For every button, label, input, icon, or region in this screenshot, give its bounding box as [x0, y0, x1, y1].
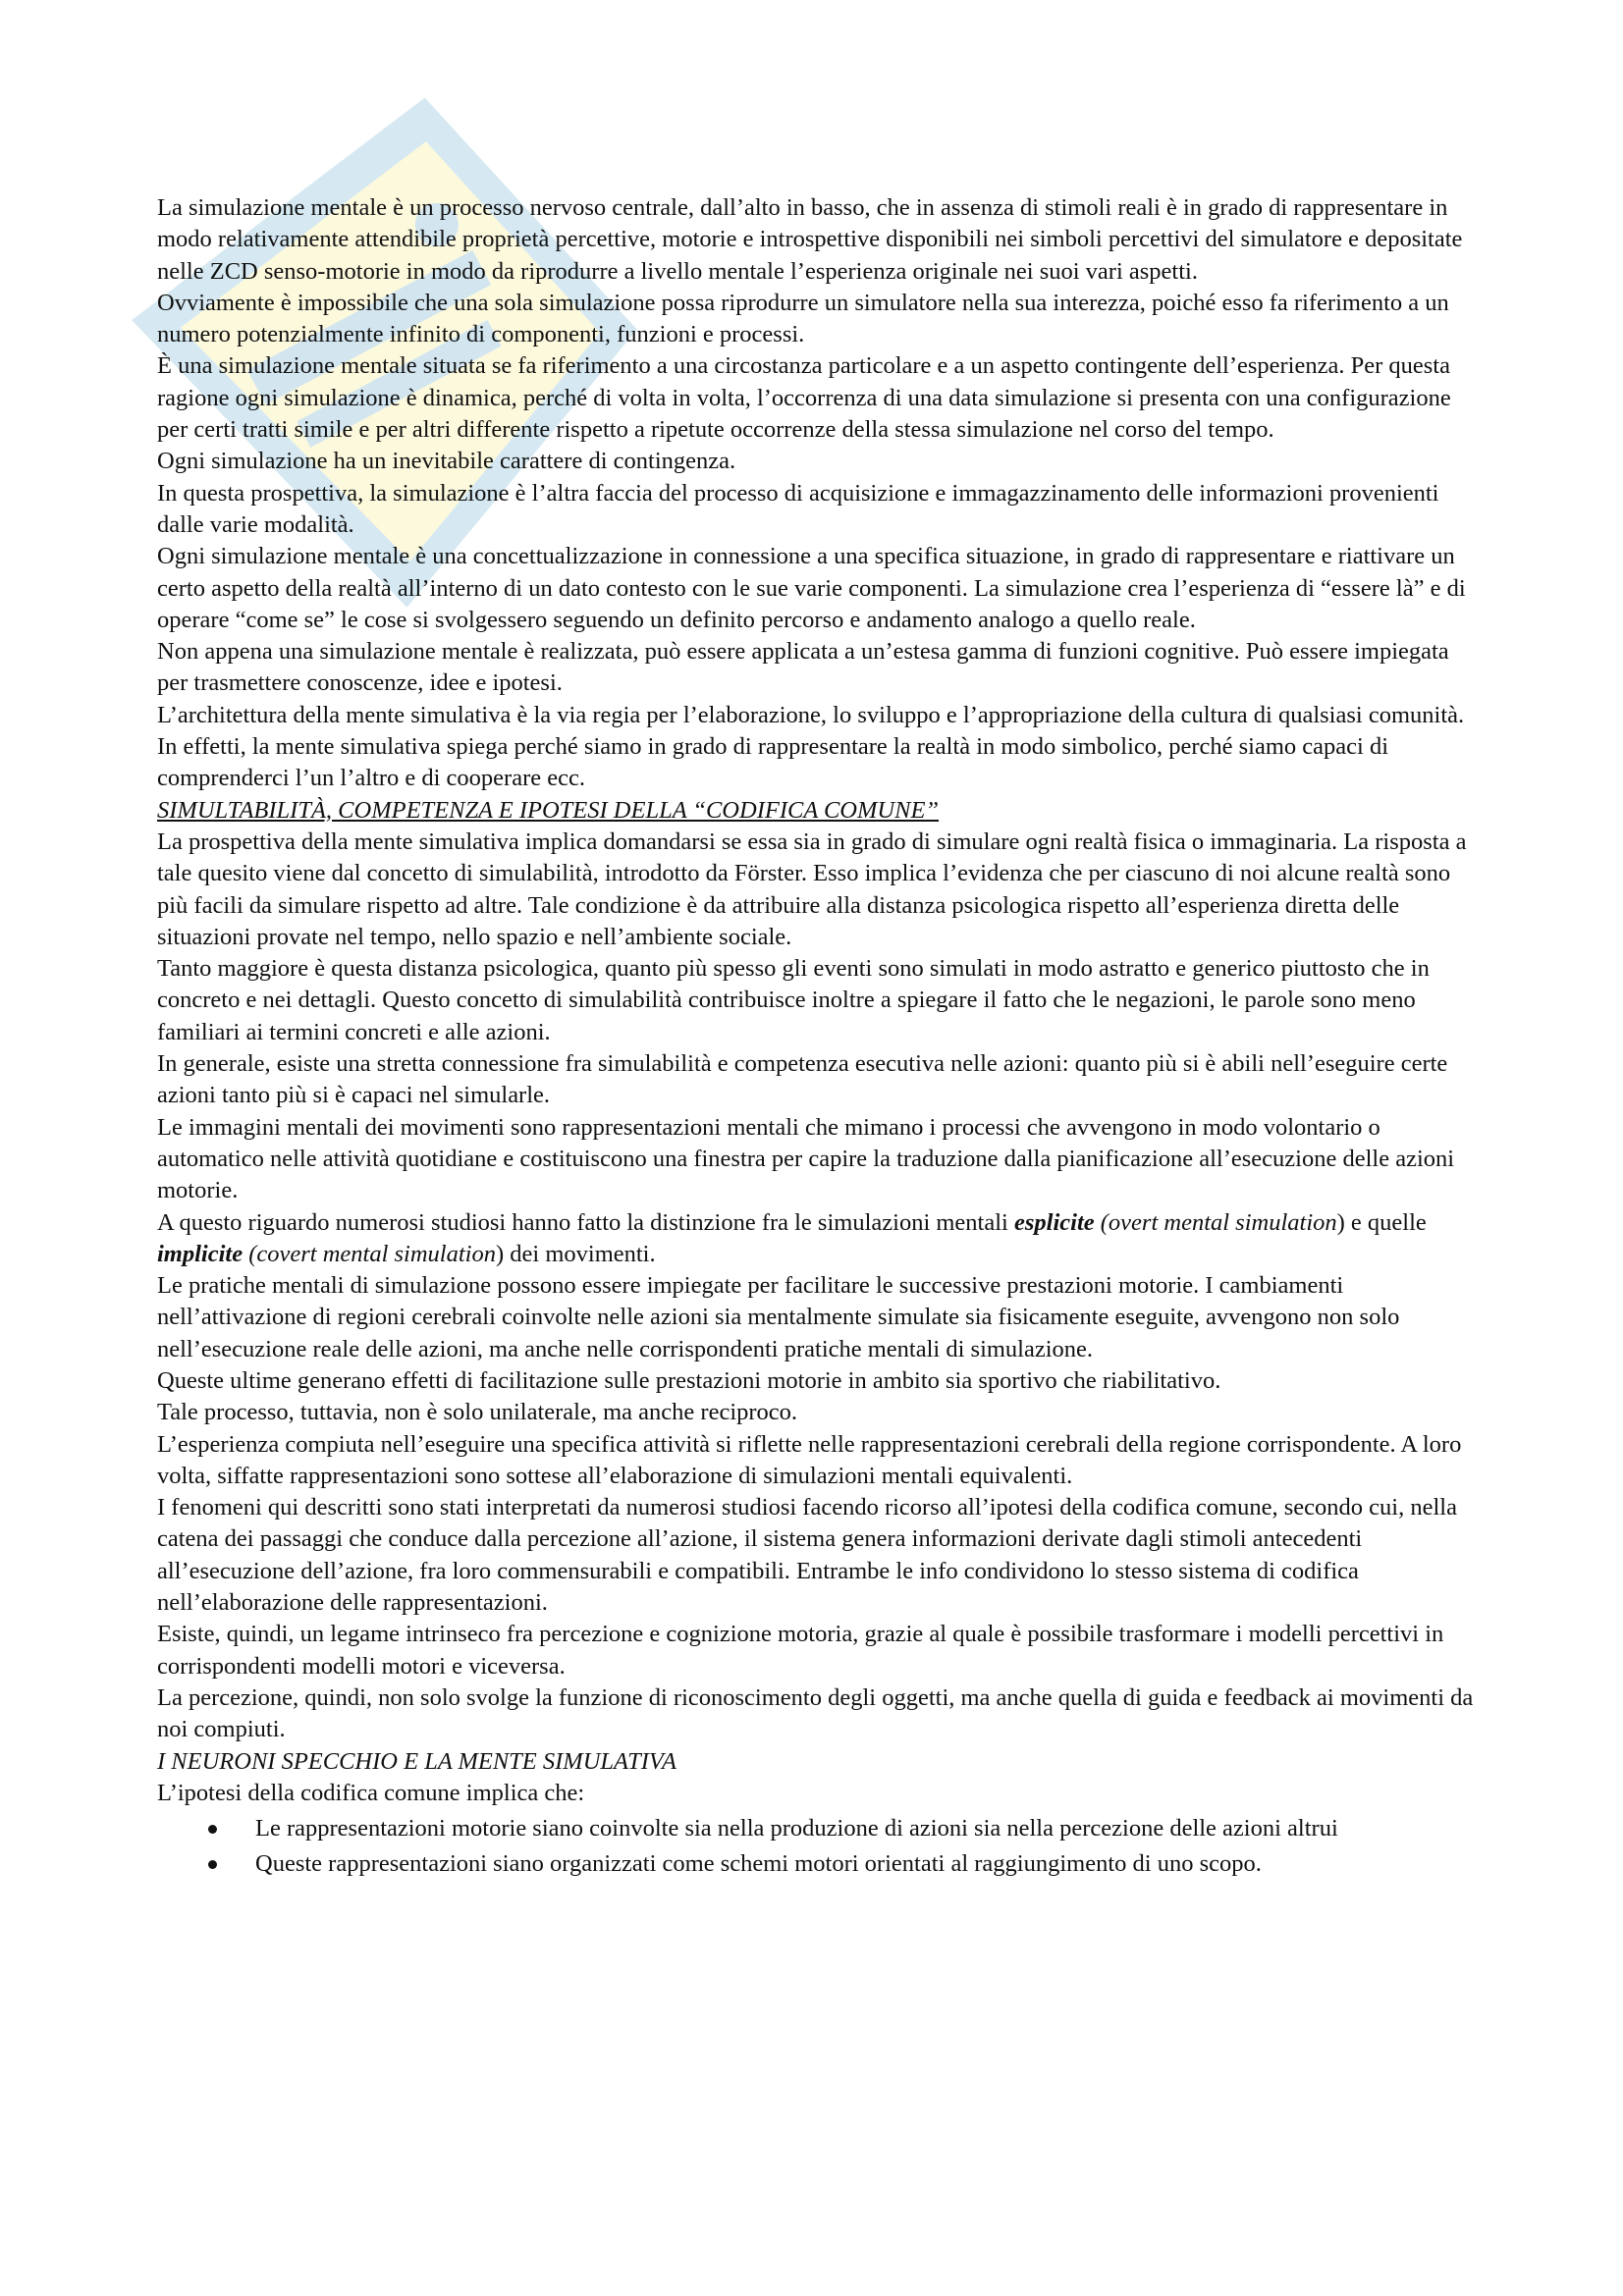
section-paragraph: Queste ultime generano effetti di facilitazione sulle prestazioni motorie in ambito sia sportivo che riabilitativo.: [157, 1366, 1221, 1394]
section-paragraph: La percezione, quindi, non solo svolge la funzione di riconoscimento degli oggetti, ma anche quella di guida e feedback ai movimenti da noi compiuti.: [157, 1683, 1474, 1743]
distinction-text: ) dei movimenti.: [495, 1240, 656, 1267]
section-neuroni-specchio: [157, 1746, 1483, 1881]
intro-paragraph-1: La simulazione mentale è un processo nervoso centrale, dall’alto in basso, che in assenza di stimoli reali è in grado di rappresentare in modo relativamente attendibile proprietà percettive, motorie e introspettive disponibili nei simboli percettivi del simulatore e depositate nelle ZCD senso-motorie in modo da riprodurre a livello mentale l’esperienza originale nei suoi vari aspetti.: [157, 194, 1463, 285]
distinction-paragraph: [157, 1207, 1483, 1271]
bullet-list: [157, 1813, 1483, 1881]
document-body: [157, 192, 1483, 1885]
section-simulabilita: [157, 795, 1483, 1746]
section-lead: L’ipotesi della codifica comune implica che:: [157, 1779, 585, 1806]
section-paragraph: La prospettiva della mente simulativa implica domandarsi se essa sia in grado di simulare ogni realtà fisica o immaginaria. La risposta a tale quesito viene dal concetto di simulabilità, introdotto da Förster. Esso implica l’evidenza che per ciascuno di noi alcune realtà sono più facili da simulare rispetto ad altre. Tale condizione è da attribuire alla distanza psicologica rispetto all’esperienza diretta delle situazioni provate nel tempo, nello spazio e nell’ambiente sociale.: [157, 828, 1467, 950]
term-covert-gloss: (covert mental simulation: [243, 1240, 496, 1267]
bullet-icon: [208, 1860, 217, 1869]
intro-paragraph-4: Ogni simulazione ha un inevitabile carattere di contingenza.: [157, 448, 736, 475]
list-item: [157, 1848, 1483, 1880]
intro-paragraph-5: In questa prospettiva, la simulazione è l’altra faccia del processo di acquisizione e immagazzinamento delle informazioni provenienti dalle varie modalità.: [157, 479, 1439, 538]
term-overt-gloss: (overt mental simulation: [1094, 1208, 1337, 1236]
section-paragraph: Esiste, quindi, un legame intrinseco fra percezione e cognizione motoria, grazie al quale è possibile trasformare i modelli percettivi in corrispondenti modelli motori e viceversa.: [157, 1621, 1444, 1680]
distinction-text: ) e quelle: [1336, 1208, 1427, 1236]
intro-paragraph-7: Non appena una simulazione mentale è realizzata, può essere applicata a un’estesa gamma di funzioni cognitive. Può essere impiegata per trasmettere conoscenze, idee e ipotesi.: [157, 638, 1449, 697]
section-paragraph: Le pratiche mentali di simulazione possono essere impiegate per facilitare le successive prestazioni motorie. I cambiamenti nell’attivazione di regioni cerebrali coinvolte nelle azioni sia mentalmente simulate sia fisicamente eseguite, avvengono non solo nell’esecuzione reale delle azioni, ma anche nelle corrispondenti pratiche mentali di simulazione.: [157, 1272, 1400, 1362]
intro-section: [157, 192, 1483, 795]
section-paragraph: L’esperienza compiuta nell’eseguire una specifica attività si riflette nelle rappresentazioni cerebrali della regione corrispondente. A loro volta, siffatte rappresentazioni sono sottese all’elaborazione di simulazioni mentali equivalenti.: [157, 1430, 1462, 1489]
intro-paragraph-8: L’architettura della mente simulativa è la via regia per l’elaborazione, lo sviluppo e l’appropriazione della cultura di qualsiasi comunità. In effetti, la mente simulativa spiega perché siamo in grado di rappresentare la realtà in modo simbolico, perché siamo capaci di comprenderci l’un l’altro e di cooperare ecc.: [157, 701, 1465, 792]
section-paragraph: In generale, esiste una stretta connessione fra simulabilità e competenza esecutiva nelle azioni: quanto più si è abili nell’eseguire certe azioni tanto più si è capaci nel simularle.: [157, 1050, 1448, 1109]
section-paragraph: Le immagini mentali dei movimenti sono rappresentazioni mentali che mimano i processi che avvengono in modo volontario o automatico nelle attività quotidiane e costituiscono una finestra per capire la traduzione dalla pianificazione all’esecuzione delle azioni motorie.: [157, 1113, 1455, 1204]
intro-paragraph-3: È una simulazione mentale situata se fa riferimento a una circostanza particolare e a un aspetto contingente dell’esperienza. Per questa ragione ogni simulazione è dinamica, perché di volta in volta, l’occorrenza di una data simulazione si presenta con una configurazione per certi tratti simile e per altri differente rispetto a ripetute occorrenze della stessa simulazione nel corso del tempo.: [157, 352, 1451, 444]
list-item: [157, 1813, 1483, 1844]
section-title: SIMULTABILITÀ, COMPETENZA E IPOTESI DELLA “CODIFICA COMUNE”: [157, 796, 940, 824]
list-item-text: Queste rappresentazioni siano organizzati come schemi motori orientati al raggiungimento di uno scopo.: [255, 1850, 1262, 1878]
section-paragraph: Tale processo, tuttavia, non è solo unilaterale, ma anche reciproco.: [157, 1399, 798, 1426]
intro-paragraph-2: Ovviamente è impossibile che una sola simulazione possa riprodurre un simulatore nella sua interezza, poiché esso fa riferimento a un numero potenzialmente infinito di componenti, funzioni e processi.: [157, 289, 1449, 348]
distinction-text: A questo riguardo numerosi studiosi hanno fatto la distinzione fra le simulazioni mentali: [157, 1208, 1014, 1236]
section-paragraph: I fenomeni qui descritti sono stati interpretati da numerosi studiosi facendo ricorso all’ipotesi della codifica comune, secondo cui, nella catena dei passaggi che conduce dalla percezione all’azione, il sistema genera informazioni derivate dagli stimoli antecedenti all’esecuzione dell’azione, fra loro commensurabili e compatibili. Entrambe le info condividono lo stesso sistema di codifica nell’elaborazione delle rappresentazioni.: [157, 1494, 1457, 1617]
term-implicite: implicite: [157, 1240, 243, 1267]
term-esplicite: esplicite: [1013, 1208, 1095, 1236]
list-item-text: Le rappresentazioni motorie siano coinvolte sia nella produzione di azioni sia nella percezione delle azioni altrui: [255, 1815, 1338, 1842]
intro-paragraph-6: Ogni simulazione mentale è una concettualizzazione in connessione a una specifica situazione, in grado di rappresentare e riattivare un certo aspetto della realtà all’interno di un dato contesto con le sue varie componenti. La simulazione crea l’esperienza di “essere là” e di operare “come se” le cose si svolgessero seguendo un definito percorso e andamento analogo a quello reale.: [157, 543, 1466, 633]
bullet-icon: [208, 1825, 217, 1834]
section-paragraph: Tanto maggiore è questa distanza psicologica, quanto più spesso gli eventi sono simulati in modo astratto e generico piuttosto che in concreto e nei dettagli. Questo concetto di simulabilità contribuisce inoltre a spiegare il fatto che le negazioni, le parole sono meno familiari ai termini concreti e alle azioni.: [157, 955, 1430, 1045]
section-title: I NEURONI SPECCHIO E LA MENTE SIMULATIVA: [157, 1747, 676, 1775]
